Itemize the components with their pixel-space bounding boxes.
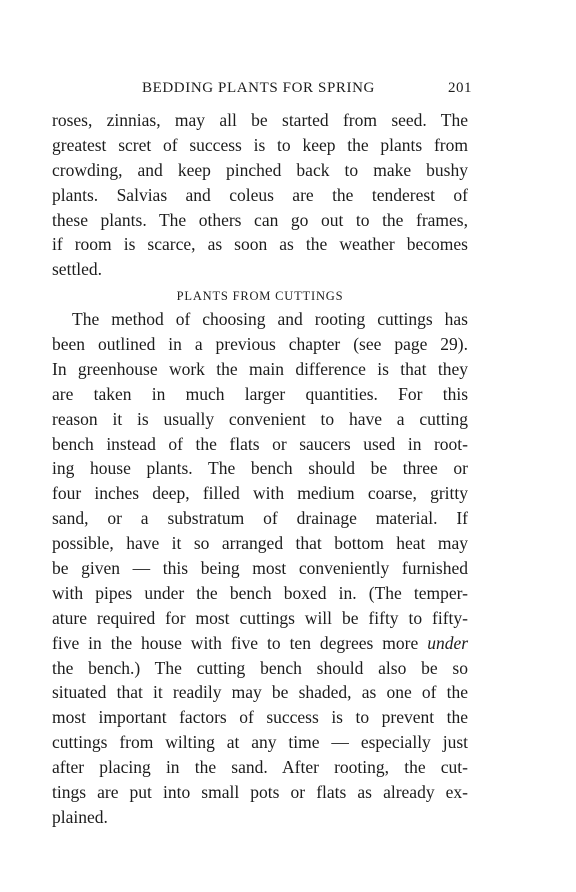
text-line: In greenhouse work the main difference is that they — [52, 358, 468, 379]
text-line: tings are put into small pots or flats as already ex- — [52, 782, 468, 803]
running-title: BEDDING PLANTS FOR SPRING — [142, 80, 375, 96]
body-text — [52, 108, 468, 830]
text-line-with-italic — [52, 631, 468, 656]
text-line: are taken in much larger quantities. For this — [52, 383, 468, 404]
text-line: situated that it readily may be shaded, as one of the — [52, 682, 468, 703]
text-line: sand, or a substratum of drainage material. If — [52, 508, 468, 529]
text-line: ing house plants. The bench should be three or — [52, 458, 468, 479]
text-line: possible, have it so arranged that bottom heat may — [52, 533, 468, 554]
text-line: plants. Salvias and coleus are the tenderest of — [52, 184, 468, 205]
text-line: if room is scarce, as soon as the weather becomes — [52, 234, 468, 255]
page-number: 201 — [448, 80, 472, 96]
italic-word: under — [427, 632, 469, 653]
text-line: greatest scret of success is to keep the plants from — [52, 134, 468, 155]
text-line: roses, zinnias, may all be started from seed. The — [52, 110, 468, 130]
text-line: The method of choosing and rooting cuttings has — [72, 309, 468, 330]
text-line: reason it is usually convenient to have a cutting — [52, 408, 468, 429]
section-heading: PLANTS FROM CUTTINGS — [176, 289, 344, 304]
text-line: been outlined in a previous chapter (see page 29). — [52, 334, 468, 355]
paragraph-1 — [52, 108, 468, 282]
text-line: ature required for most cuttings will be fifty to fifty- — [52, 607, 468, 628]
text-line: after placing in the sand. After rooting, the cut- — [52, 757, 468, 778]
text-line: these plants. The others can go out to the frames, — [52, 209, 468, 230]
text-line: four inches deep, filled with medium coarse, gritty — [52, 483, 468, 504]
text-line: be given — this being most conveniently furnished — [52, 558, 468, 579]
paragraph-2 — [52, 307, 468, 830]
running-head — [52, 80, 472, 102]
text-line: settled. — [52, 259, 103, 280]
text-line: with pipes under the bench boxed in. (The temper- — [52, 582, 468, 603]
text-line: bench instead of the flats or saucers used in root- — [52, 433, 468, 454]
text-line: the bench.) The cutting bench should also be so — [52, 657, 468, 678]
text-line: plained. — [52, 806, 108, 827]
text-run: five in the house with five to ten degrees more — [52, 632, 419, 653]
text-line: most important factors of success is to prevent the — [52, 707, 468, 728]
text-line: cuttings from wilting at any time — especially just — [52, 732, 468, 753]
text-line: crowding, and keep pinched back to make bushy — [52, 159, 468, 180]
